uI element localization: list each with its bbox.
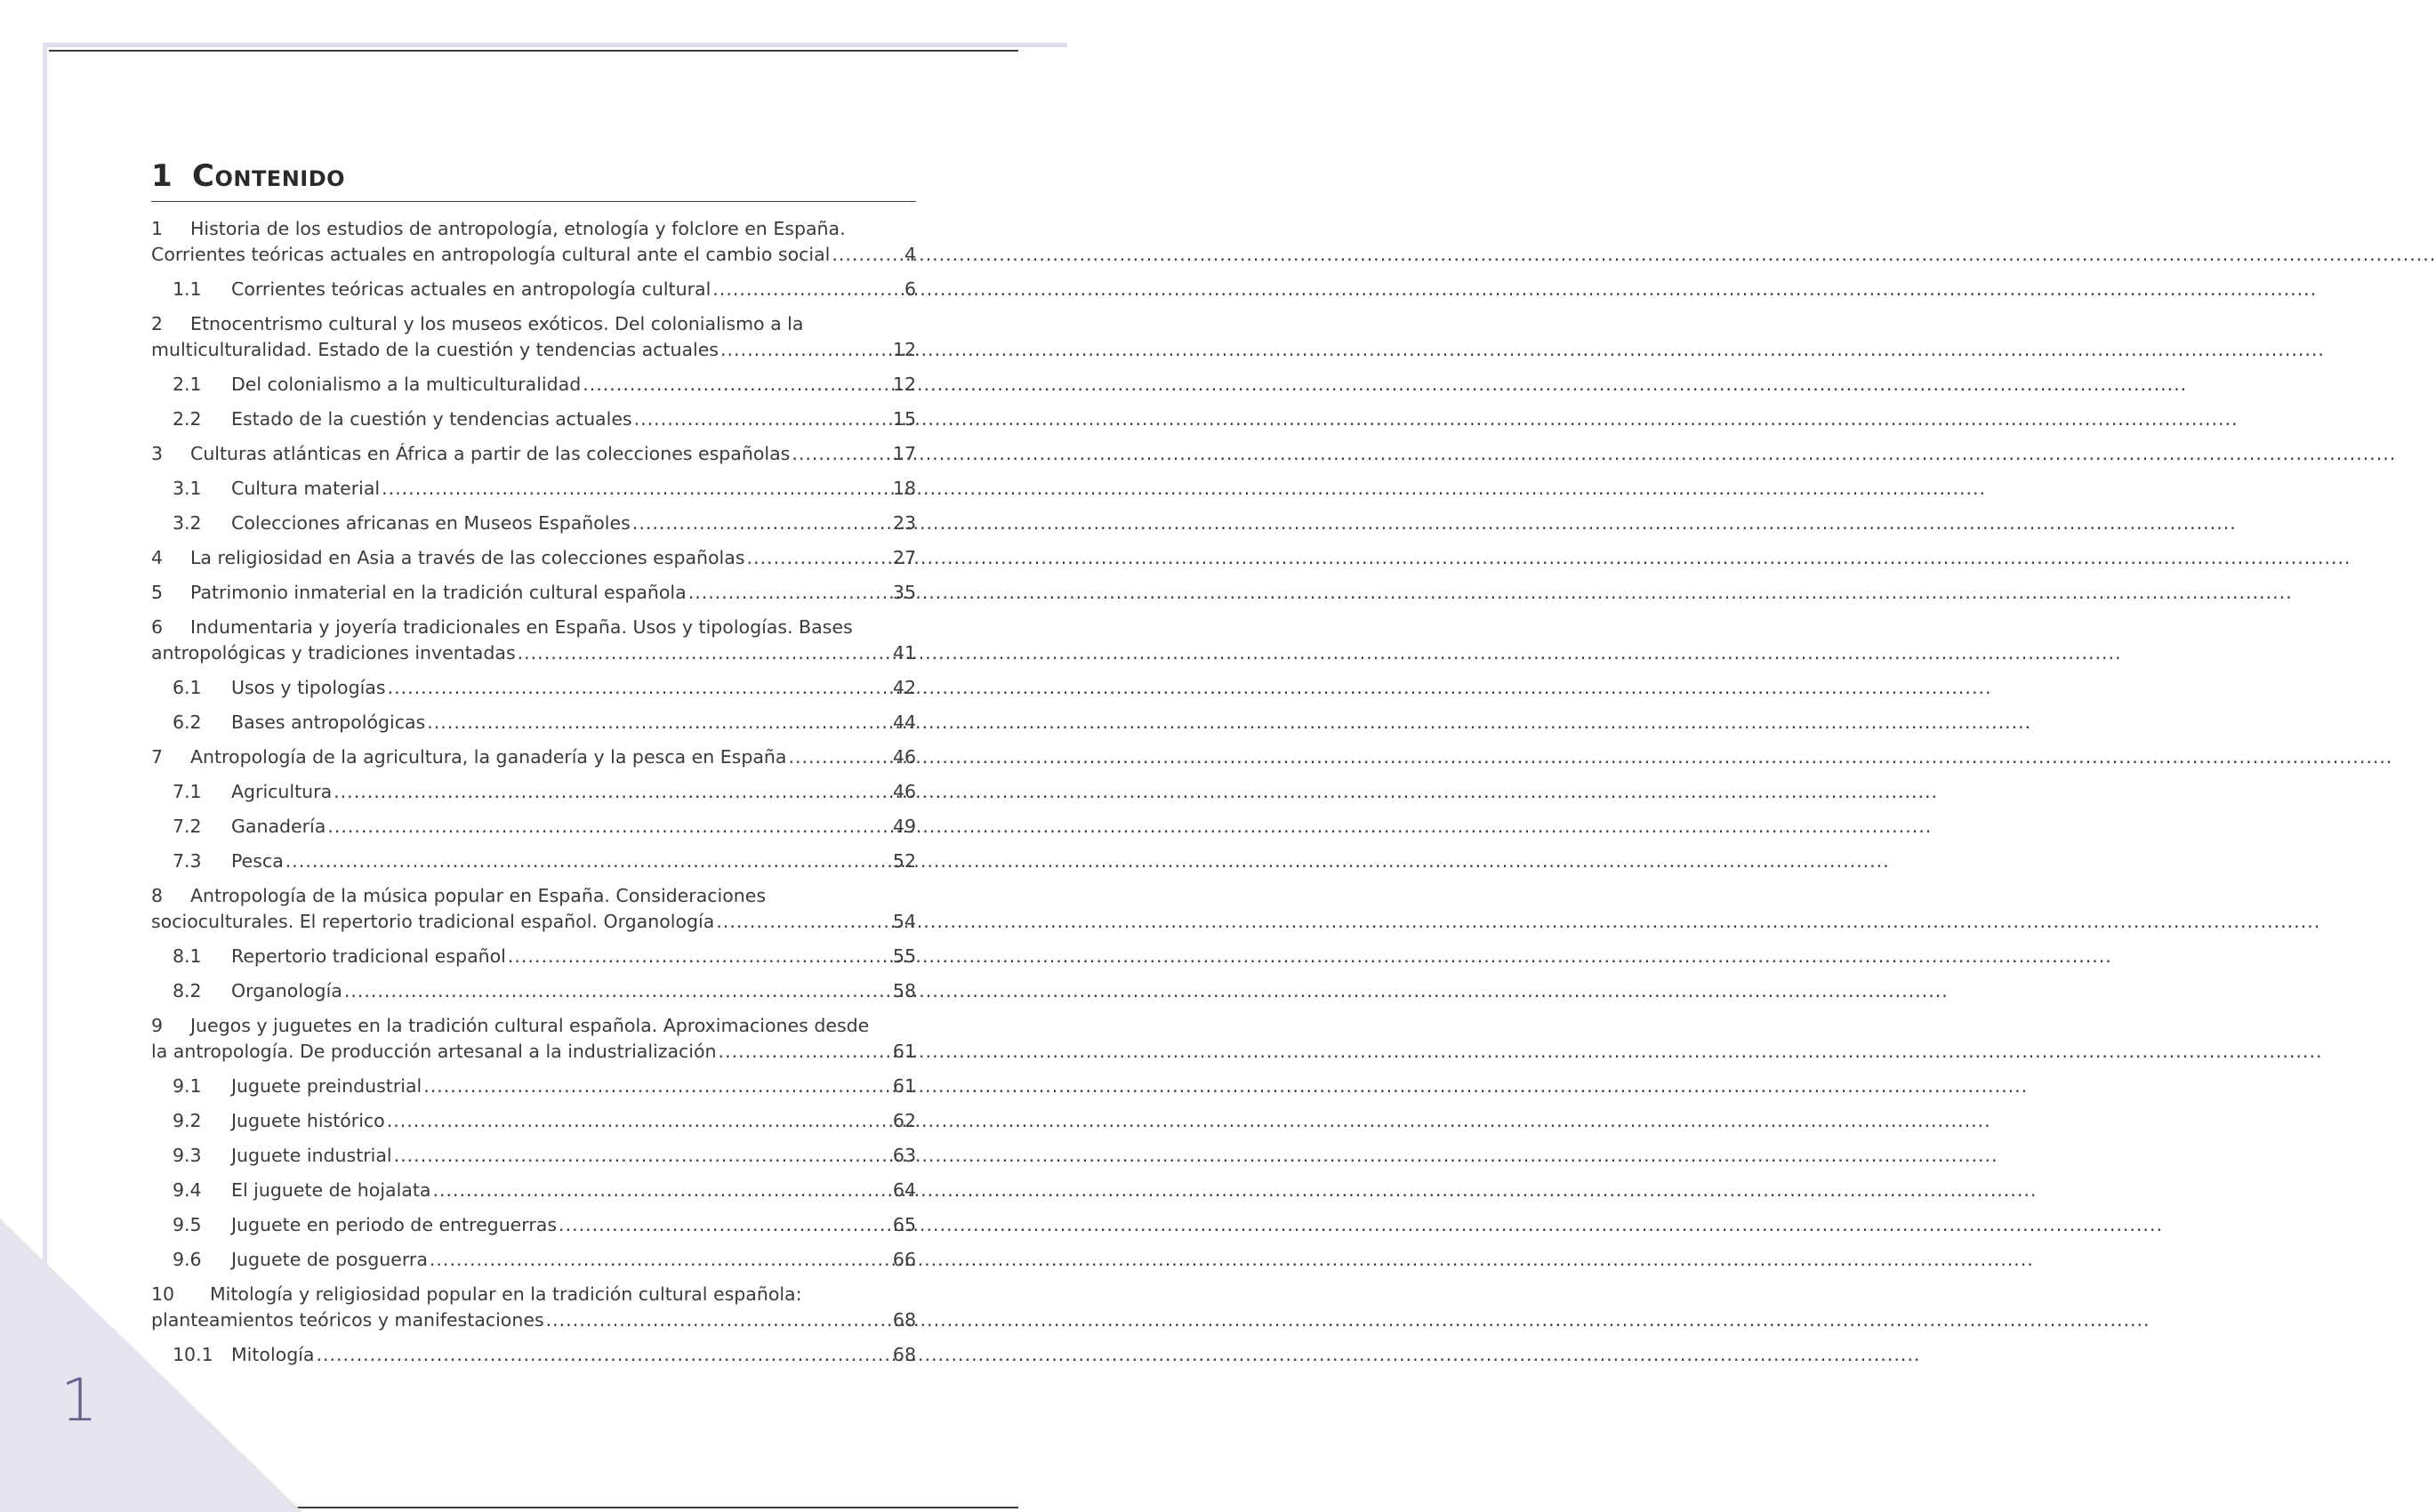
toc-entry[interactable] <box>151 1013 916 1065</box>
toc-entry-title: Pesca <box>231 850 284 872</box>
toc-entry-title: Patrimonio inmaterial en la tradición cultural española <box>190 582 687 603</box>
toc-entry-title: La religiosidad en Asia a través de las colecciones españolas <box>190 547 745 568</box>
toc-leader-dots <box>327 814 891 840</box>
toc-entry-page: 27 <box>892 547 916 568</box>
toc-entry-page: 68 <box>892 1344 916 1365</box>
toc-leader-dots <box>316 1342 890 1368</box>
toc-entry-page: 55 <box>892 945 916 967</box>
toc-entry-page: 62 <box>892 1110 916 1131</box>
toc-entry-second-line <box>151 1307 916 1333</box>
toc-entry-number: 3.2 <box>173 512 202 534</box>
toc-entry-title-continued: planteamientos teóricos y manifestaciones <box>151 1309 544 1331</box>
toc-entry-page: 12 <box>892 339 916 360</box>
toc-entry[interactable] <box>151 511 916 536</box>
toc-entry-title: Corrientes teóricas actuales en antropología cultural <box>231 278 712 300</box>
toc-entry-number: 7.2 <box>173 816 202 837</box>
toc-entry-number: 9.2 <box>173 1110 202 1131</box>
toc-leader-dots <box>634 406 891 432</box>
toc-entry-number: 4 <box>151 547 164 568</box>
toc-entry[interactable] <box>151 1342 916 1368</box>
toc-entry-line <box>173 978 916 1004</box>
toc-entry[interactable] <box>151 545 916 571</box>
toc-entry-line <box>151 580 916 606</box>
toc-entry-page: 66 <box>892 1249 916 1270</box>
toc-entry[interactable] <box>151 406 916 432</box>
toc-entry-title: Usos y tipologías <box>231 677 386 698</box>
toc-entry-page: 64 <box>892 1179 916 1201</box>
toc-entry-title: Juguete preindustrial <box>231 1075 422 1097</box>
toc-entry-line <box>173 372 916 398</box>
toc-entry-title: Juguete histórico <box>231 1110 385 1131</box>
toc-entry[interactable] <box>151 710 916 736</box>
toc-entry-number: 2 <box>151 313 164 334</box>
toc-entry-second-line <box>151 337 916 363</box>
toc-entry-first-line <box>151 615 916 640</box>
toc-entry-title: Etnocentrismo cultural y los museos exóticos. Del colonialismo a la <box>190 313 804 334</box>
toc-entry-number: 8.2 <box>173 980 202 1001</box>
toc-entry-line <box>151 545 916 571</box>
toc-entry-line <box>173 1108 916 1134</box>
toc-entry-line <box>173 675 916 701</box>
toc-entry-line <box>173 710 916 736</box>
toc-leader-dots <box>285 848 891 874</box>
toc-leader-dots <box>788 744 890 770</box>
toc-heading <box>151 158 916 202</box>
toc-entry[interactable] <box>151 744 916 770</box>
toc-entry-number: 9.6 <box>173 1249 202 1270</box>
toc-entry[interactable] <box>151 476 916 502</box>
toc-entry-number: 2.1 <box>173 374 202 395</box>
toc-entry-number: 7.3 <box>173 850 202 872</box>
toc-entry-number: 8 <box>151 885 164 906</box>
toc-leader-dots <box>334 779 891 805</box>
toc-entry-number: 3.1 <box>173 478 202 499</box>
toc-entry-title: Antropología de la agricultura, la ganadería y la pesca en España <box>190 746 787 768</box>
toc-entry-page: 4 <box>904 244 916 265</box>
toc-leader-dots <box>427 710 891 736</box>
toc-entry-number: 7.1 <box>173 781 202 802</box>
toc-entry-page: 65 <box>892 1214 916 1235</box>
toc-entry[interactable] <box>151 944 916 969</box>
toc-leader-dots <box>423 1074 891 1099</box>
toc-entry[interactable] <box>151 1212 916 1238</box>
toc-leader-dots <box>344 978 891 1004</box>
toc-entry-line <box>173 1178 916 1203</box>
toc-entries <box>151 216 916 1368</box>
toc-entry-title: Antropología de la música popular en España. Consideraciones <box>190 885 767 906</box>
toc-entry-number: 9.4 <box>173 1179 202 1201</box>
toc-entry-title: Juguete de posguerra <box>231 1249 428 1270</box>
toc-entry[interactable] <box>151 883 916 935</box>
toc-entry-line <box>151 744 916 770</box>
toc-entry[interactable] <box>151 1074 916 1099</box>
toc-entry[interactable] <box>151 441 916 467</box>
toc-entry-line <box>173 511 916 536</box>
toc-entry-number: 1 <box>151 218 164 239</box>
toc-entry-second-line <box>151 909 916 935</box>
toc-entry-title: Historia de los estudios de antropología, etnología y folclore en España. <box>190 218 846 239</box>
toc-entry[interactable] <box>151 311 916 363</box>
toc-leader-dots <box>716 909 891 935</box>
toc-leader-dots <box>792 441 891 467</box>
toc-leader-dots <box>747 545 891 571</box>
toc-entry[interactable] <box>151 615 916 666</box>
toc-leader-dots <box>719 1039 891 1065</box>
toc-entry[interactable] <box>151 216 916 268</box>
toc-entry-number: 10 <box>151 1283 175 1305</box>
toc-entry-title-continued: Corrientes teóricas actuales en antropología cultural ante el cambio social <box>151 244 831 265</box>
toc-entry[interactable] <box>151 277 916 302</box>
toc-leader-dots <box>559 1212 891 1238</box>
toc-entry[interactable] <box>151 1247 916 1273</box>
toc-entry-page: 61 <box>892 1075 916 1097</box>
toc-entry[interactable] <box>151 1143 916 1169</box>
toc-entry-second-line <box>151 640 916 666</box>
toc-entry[interactable] <box>151 848 916 874</box>
toc-entry-line <box>173 1074 916 1099</box>
toc-leader-dots <box>508 944 891 969</box>
toc-entry-line <box>173 814 916 840</box>
toc-entry-line <box>173 1247 916 1273</box>
toc-entry-page: 12 <box>892 374 916 395</box>
toc-entry-page: 42 <box>892 677 916 698</box>
toc-entry-page: 63 <box>892 1145 916 1166</box>
toc-leader-dots <box>832 242 903 268</box>
toc-entry[interactable] <box>151 1178 916 1203</box>
toc-entry-title: Mitología y religiosidad popular en la tradición cultural española: <box>210 1283 802 1305</box>
toc-leader-dots <box>388 675 891 701</box>
toc-entry-title: Agricultura <box>231 781 333 802</box>
toc-entry-title: Repertorio tradicional español <box>231 945 506 967</box>
toc-entry-number: 9.3 <box>173 1145 202 1166</box>
toc-entry-line <box>173 944 916 969</box>
toc-entry-title: Estado de la cuestión y tendencias actuales <box>231 408 632 430</box>
toc-entry-first-line <box>151 1013 916 1039</box>
table-of-contents <box>151 158 916 1377</box>
toc-entry-title: Juegos y juguetes en la tradición cultural española. Aproximaciones desde <box>190 1015 870 1036</box>
toc-entry-line <box>173 848 916 874</box>
toc-entry-first-line <box>151 311 916 337</box>
toc-entry-page: 61 <box>892 1041 916 1062</box>
toc-entry-number: 9 <box>151 1015 164 1036</box>
toc-entry-title: Juguete en periodo de entreguerras <box>231 1214 558 1235</box>
toc-entry-number: 7 <box>151 746 164 768</box>
toc-entry-number: 10.1 <box>173 1344 213 1365</box>
toc-entry-page: 46 <box>892 746 916 768</box>
toc-entry-number: 5 <box>151 582 164 603</box>
toc-entry-number: 9.5 <box>173 1214 202 1235</box>
toc-leader-dots <box>546 1307 891 1333</box>
toc-leader-dots <box>518 640 891 666</box>
toc-entry-title: Culturas atlánticas en África a partir de las colecciones españolas <box>190 443 791 464</box>
toc-entry-title: Cultura material <box>231 478 381 499</box>
toc-entry-line <box>173 1342 916 1368</box>
toc-leader-dots <box>430 1247 891 1273</box>
page-number: 1 <box>60 1366 98 1435</box>
toc-entry-page: 68 <box>892 1309 916 1331</box>
toc-leader-dots <box>432 1178 890 1203</box>
toc-entry-title-continued: la antropología. De producción artesanal a la industrialización <box>151 1041 717 1062</box>
toc-entry-title: El juguete de hojalata <box>231 1179 431 1201</box>
toc-heading-title: Contenido <box>192 158 346 194</box>
toc-entry-page: 17 <box>892 443 916 464</box>
toc-entry-page: 35 <box>892 582 916 603</box>
page-top-border <box>43 43 1067 47</box>
toc-entry-number: 2.2 <box>173 408 202 430</box>
toc-entry[interactable] <box>151 675 916 701</box>
toc-entry[interactable] <box>151 1282 916 1333</box>
toc-entry-line <box>151 441 916 467</box>
toc-leader-dots <box>632 511 891 536</box>
toc-heading-number: 1 <box>151 158 173 194</box>
toc-entry[interactable] <box>151 372 916 398</box>
toc-entry[interactable] <box>151 978 916 1004</box>
toc-entry-number: 6 <box>151 616 164 638</box>
toc-entry-page: 15 <box>892 408 916 430</box>
header-rule <box>49 50 1018 52</box>
toc-entry[interactable] <box>151 814 916 840</box>
toc-entry-second-line <box>151 242 916 268</box>
toc-entry-title: Indumentaria y joyería tradicionales en España. Usos y tipologías. Bases <box>190 616 853 638</box>
toc-entry-number: 8.1 <box>173 945 202 967</box>
toc-entry-number: 9.1 <box>173 1075 202 1097</box>
toc-entry-page: 58 <box>892 980 916 1001</box>
toc-entry[interactable] <box>151 1108 916 1134</box>
toc-entry-title: Bases antropológicas <box>231 712 426 733</box>
toc-entry-title: Colecciones africanas en Museos Españoles <box>231 512 631 534</box>
toc-entry-page: 49 <box>892 816 916 837</box>
toc-leader-dots <box>688 580 891 606</box>
toc-entry-number: 3 <box>151 443 164 464</box>
toc-leader-dots <box>583 372 891 398</box>
toc-leader-dots <box>712 277 903 302</box>
toc-entry-line <box>173 476 916 502</box>
toc-entry-line <box>173 277 916 302</box>
toc-entry-number: 6.2 <box>173 712 202 733</box>
toc-entry-line <box>173 1143 916 1169</box>
toc-entry-page: 6 <box>904 278 916 300</box>
toc-entry-page: 18 <box>892 478 916 499</box>
toc-entry-page: 23 <box>892 512 916 534</box>
toc-entry-number: 6.1 <box>173 677 202 698</box>
toc-entry-line <box>173 406 916 432</box>
toc-entry-page: 52 <box>892 850 916 872</box>
toc-entry-second-line <box>151 1039 916 1065</box>
toc-leader-dots <box>720 337 891 363</box>
toc-entry-title-continued: antropológicas y tradiciones inventadas <box>151 642 516 664</box>
toc-leader-dots <box>387 1108 891 1134</box>
toc-entry-first-line <box>151 216 916 242</box>
toc-entry-title: Ganadería <box>231 816 326 837</box>
toc-entry-title: Del colonialismo a la multiculturalidad <box>231 374 582 395</box>
toc-entry[interactable] <box>151 779 916 805</box>
toc-entry-title: Organología <box>231 980 342 1001</box>
toc-entry-title-continued: multiculturalidad. Estado de la cuestión y tendencias actuales <box>151 339 719 360</box>
toc-entry-title: Mitología <box>231 1344 315 1365</box>
toc-entry-first-line <box>151 883 916 909</box>
toc-entry-page: 41 <box>892 642 916 664</box>
toc-leader-dots <box>382 476 891 502</box>
toc-entry-title-continued: socioculturales. El repertorio tradicional español. Organología <box>151 911 715 932</box>
toc-entry-page: 46 <box>892 781 916 802</box>
toc-leader-dots <box>394 1143 891 1169</box>
toc-entry-line <box>173 1212 916 1238</box>
toc-entry-line <box>173 779 916 805</box>
toc-entry-page: 44 <box>892 712 916 733</box>
toc-entry-first-line <box>151 1282 916 1307</box>
toc-entry-title: Juguete industrial <box>231 1145 392 1166</box>
toc-entry-page: 54 <box>892 911 916 932</box>
toc-entry-number: 1.1 <box>173 278 202 300</box>
toc-entry[interactable] <box>151 580 916 606</box>
